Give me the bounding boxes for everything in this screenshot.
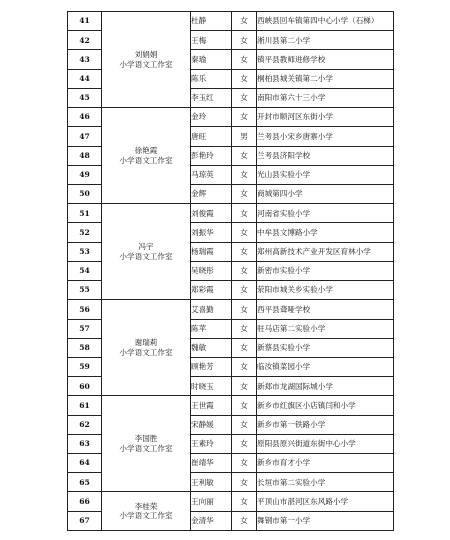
member-name: 秦瑜	[191, 50, 232, 69]
member-gender: 女	[232, 357, 257, 376]
studio-person: 李桂荣	[134, 501, 158, 511]
member-school: 淅川县第二小学	[257, 31, 394, 50]
member-school: 商城第四小学	[257, 184, 394, 203]
row-number: 48	[68, 146, 102, 165]
member-gender: 女	[232, 165, 257, 184]
row-number: 59	[68, 357, 102, 376]
member-gender: 女	[232, 12, 257, 31]
member-school: 西峡县回车镇第四中心小学（石梯）	[257, 12, 394, 31]
table-row	[68, 204, 394, 223]
studio-cell	[102, 108, 191, 204]
member-school: 原阳县原兴街道东街中心小学	[257, 434, 394, 453]
studio-title: 小学语文工作室	[119, 59, 173, 69]
studio-person: 徐艳霞	[134, 146, 158, 156]
member-name: 王素玲	[191, 434, 232, 453]
member-name: 吴晓彤	[191, 261, 232, 280]
members-table-body	[68, 12, 394, 531]
member-name: 王向丽	[191, 492, 232, 511]
table-row	[68, 492, 394, 511]
member-name: 陈乐	[191, 69, 232, 88]
table-row	[68, 300, 394, 319]
member-school: 驻马店第二实验小学	[257, 319, 394, 338]
member-name: 艾喜勤	[191, 300, 232, 319]
member-school: 新蔡县实验小学	[257, 338, 394, 357]
studio-title: 小学语文工作室	[119, 347, 173, 357]
member-name: 杨瑞霞	[191, 242, 232, 261]
member-name: 王梅	[191, 31, 232, 50]
member-gender: 女	[232, 377, 257, 396]
studio-person: 冯宇	[138, 242, 154, 252]
member-school: 河南省实验小学	[257, 204, 394, 223]
member-school: 镇平县教师进修学校	[257, 50, 394, 69]
row-number: 63	[68, 434, 102, 453]
table-row	[68, 396, 394, 415]
member-gender: 女	[232, 88, 257, 107]
member-name: 刘振华	[191, 223, 232, 242]
member-name: 金辉	[191, 184, 232, 203]
member-gender: 女	[232, 281, 257, 300]
member-school: 平顶山市湛河区东风路小学	[257, 492, 394, 511]
row-number: 51	[68, 204, 102, 223]
member-gender: 女	[232, 396, 257, 415]
studio-cell	[102, 300, 191, 396]
row-number: 61	[68, 396, 102, 415]
member-school: 兰考县小宋乡唐寨小学	[257, 127, 394, 146]
row-number: 66	[68, 492, 102, 511]
member-school: 临汝镇菜园小学	[257, 357, 394, 376]
member-gender: 女	[232, 108, 257, 127]
member-gender: 女	[232, 434, 257, 453]
row-number: 41	[68, 12, 102, 31]
member-school: 桐柏县城关镇第二小学	[257, 69, 394, 88]
row-number: 49	[68, 165, 102, 184]
studio-cell	[102, 12, 191, 108]
member-gender: 女	[232, 242, 257, 261]
row-number: 56	[68, 300, 102, 319]
member-school: 中牟县文博路小学	[257, 223, 394, 242]
member-name: 杜静	[191, 12, 232, 31]
studio-title: 小学语文工作室	[119, 251, 173, 261]
member-gender: 女	[232, 204, 257, 223]
member-name: 李玉红	[191, 88, 232, 107]
row-number: 67	[68, 511, 102, 530]
table-row	[68, 108, 394, 127]
member-school: 荥阳市城关乡实验小学	[257, 281, 394, 300]
row-number: 54	[68, 261, 102, 280]
member-name: 崔靖华	[191, 454, 232, 473]
member-name: 陈苹	[191, 319, 232, 338]
row-number: 60	[68, 377, 102, 396]
member-gender: 女	[232, 50, 257, 69]
row-number: 42	[68, 31, 102, 50]
member-gender: 女	[232, 473, 257, 492]
member-gender: 男	[232, 127, 257, 146]
row-number: 55	[68, 281, 102, 300]
row-number: 57	[68, 319, 102, 338]
members-table	[67, 11, 394, 531]
row-number: 65	[68, 473, 102, 492]
member-gender: 女	[232, 223, 257, 242]
member-name: 魏敏	[191, 338, 232, 357]
studio-cell	[102, 396, 191, 492]
member-gender: 女	[232, 146, 257, 165]
member-name: 王利敏	[191, 473, 232, 492]
member-name: 时晓玉	[191, 377, 232, 396]
member-name: 王世霞	[191, 396, 232, 415]
studio-title: 小学语文工作室	[119, 155, 173, 165]
row-number: 44	[68, 69, 102, 88]
studio-title: 小学语文工作室	[119, 511, 173, 521]
member-gender: 女	[232, 184, 257, 203]
member-gender: 女	[232, 261, 257, 280]
row-number: 52	[68, 223, 102, 242]
member-gender: 女	[232, 415, 257, 434]
member-school: 新乡市红旗区小店镇闫和小学	[257, 396, 394, 415]
member-school: 郑州高新技术产业开发区育林小学	[257, 242, 394, 261]
member-gender: 女	[232, 31, 257, 50]
studio-title: 小学语文工作室	[119, 443, 173, 453]
row-number: 47	[68, 127, 102, 146]
member-gender: 女	[232, 300, 257, 319]
member-school: 新乡市育才小学	[257, 454, 394, 473]
member-school: 舞钢市第一小学	[257, 511, 394, 530]
row-number: 62	[68, 415, 102, 434]
member-name: 马琼英	[191, 165, 232, 184]
member-school: 南阳市第六十三小学	[257, 88, 394, 107]
member-name: 彭艳玲	[191, 146, 232, 165]
row-number: 64	[68, 454, 102, 473]
member-school: 新郑市龙湖国际城小学	[257, 377, 394, 396]
member-name: 金清华	[191, 511, 232, 530]
member-school: 开封市顺河区东街小学	[257, 108, 394, 127]
member-gender: 女	[232, 492, 257, 511]
member-name: 郑彩霞	[191, 281, 232, 300]
row-number: 45	[68, 88, 102, 107]
member-name: 刘俊霞	[191, 204, 232, 223]
table-row	[68, 12, 394, 31]
member-name: 顾艳芳	[191, 357, 232, 376]
studio-cell	[102, 204, 191, 300]
studio-person: 谢瑞莉	[134, 338, 158, 348]
row-number: 50	[68, 184, 102, 203]
row-number: 53	[68, 242, 102, 261]
member-gender: 女	[232, 454, 257, 473]
member-name: 唐旺	[191, 127, 232, 146]
studio-person: 刘娟娟	[134, 50, 158, 60]
row-number: 58	[68, 338, 102, 357]
studio-cell	[102, 492, 191, 531]
studio-person: 李国胜	[134, 434, 158, 444]
member-school: 新密市实验小学	[257, 261, 394, 280]
member-gender: 女	[232, 319, 257, 338]
row-number: 43	[68, 50, 102, 69]
member-gender: 女	[232, 338, 257, 357]
member-gender: 女	[232, 69, 257, 88]
member-gender: 女	[232, 511, 257, 530]
member-school: 长垣市第二实验小学	[257, 473, 394, 492]
row-number: 46	[68, 108, 102, 127]
member-name: 宋静媛	[191, 415, 232, 434]
member-school: 光山县实验小学	[257, 165, 394, 184]
member-school: 西平县聋哑学校	[257, 300, 394, 319]
member-name: 金玲	[191, 108, 232, 127]
member-school: 新乡市第一铁路小学	[257, 415, 394, 434]
member-school: 兰考县济阳学校	[257, 146, 394, 165]
